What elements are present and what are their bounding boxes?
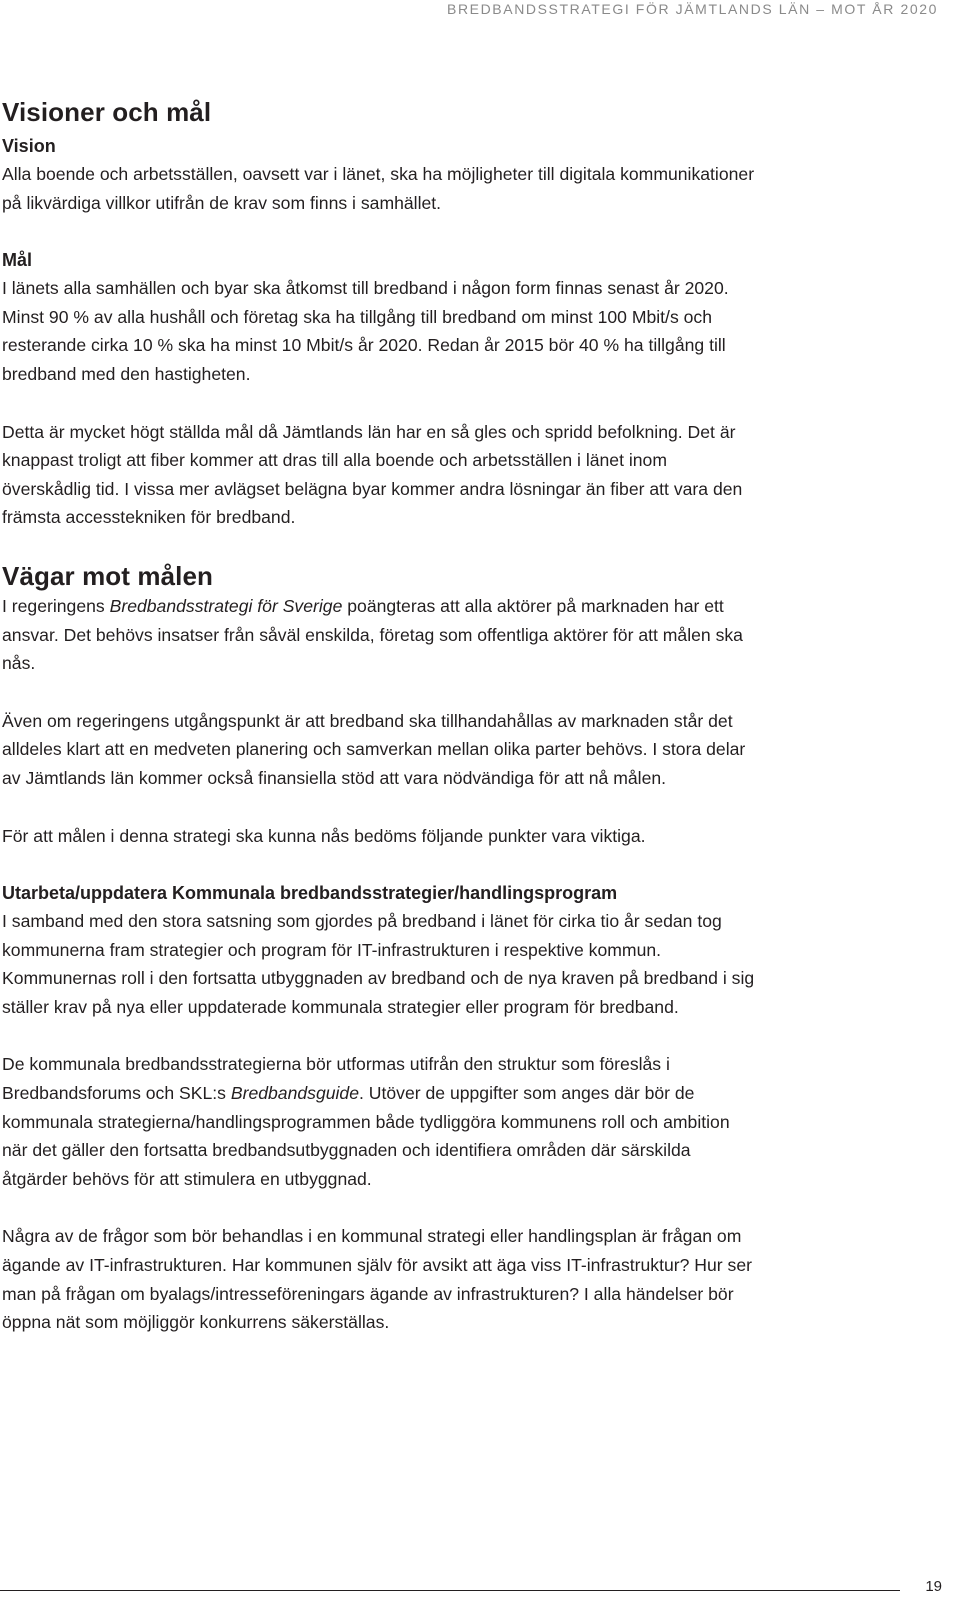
ways-p1-text-after: poängteras att alla aktörer på marknaden har ett ansvar. Det behövs insatser från såväl enskilda, företag som offentliga aktörer för att målen ska nås. <box>2 595 743 674</box>
goal-heading: Mål <box>2 250 33 271</box>
bredbandsguide-title: Bredbandsguide <box>230 1083 359 1104</box>
strategy-document-title: Bredbandsstrategi för Sverige <box>109 595 343 616</box>
goal-paragraph: I länets alla samhällen och byar ska åtkomst till bredband i någon form finnas senast år 2020. Minst 90 % av alla hushåll och företag ska ha tillgång till bredband om minst 100 Mbit/s och resterande cirka 10 % ska ha minst 10 Mbit/s år 2020. Redan år 2015 bör 40 % ha tillgång till bredband med den hastigheten. <box>2 278 729 384</box>
section-title-visions: Visioner och mål <box>2 97 212 127</box>
municipal-paragraph-3: Några av de frågor som bör behandlas i en kommunal strategi eller handlingsplan är frågan om ägande av IT-infrastrukturen. Har kommunen själv för avsikt att äga viss IT-infrastruktur? Hur ser man på frågan om byalags/intresseföreningars ägande av infrastrukturen? I alla händelser bör öppna nät som möjliggör konkurrens säkerställas. <box>2 1226 752 1333</box>
municipal-strategy-heading: Utarbeta/uppdatera Kommunala bredbandsstrategier/handlingsprogram <box>2 883 618 904</box>
vision-paragraph: Alla boende och arbetsställen, oavsett var i länet, ska ha möjligheter till digitala kommunikationer på likvärdiga villkor utifrån de krav som finns i samhället. <box>2 164 755 213</box>
vision-heading: Vision <box>2 136 56 156</box>
ways-paragraph-2: Även om regeringens utgångspunkt är att bredband ska tillhandahållas av marknaden står det alldeles klart att en medveten planering och samverkan mellan olika parter behövs. I stora delar av Jämtlands län kommer också finansiella stöd att vara nödvändiga för att nå målen. <box>2 710 746 788</box>
municipal-p2-text-before: De kommunala bredbandsstrategierna bör utformas utifrån den struktur som föreslås i Bredbandsforums och SKL:s <box>2 1054 670 1104</box>
goal-comment-paragraph: Detta är mycket högt ställda mål då Jämtlands län har en så gles och spridd befolkning. Det är knappast troligt att fiber kommer att dras till alla boende och arbetsställen i länet inom överskådlig tid. I vissa mer avlägset belägna byar kommer andra lösningar än fiber att vara den främsta accesstekniken för bredband. <box>2 421 743 528</box>
ways-paragraph-3: För att målen i denna strategi ska kunna nås bedöms följande punkter vara viktiga. <box>2 825 646 846</box>
page-number: 19 <box>925 1578 942 1595</box>
ways-p1-text-before: I regeringens <box>2 595 110 616</box>
municipal-paragraph-1: I samband med den stora satsning som gjordes på bredband i länet för cirka tio år sedan tog kommunerna fram strategier och program för IT-infrastrukturen i respektive kommun. Kommunernas roll i den fortsatta utbyggnaden av bredband och de nya kraven på bredband i sig ställer krav på nya eller uppdaterade kommunala strategier eller program för bredband. <box>2 911 755 1017</box>
page-content <box>2 96 758 1337</box>
municipal-p2-text-after: . Utöver de uppgifter som anges där bör de kommunala strategierna/handlingsprogrammen både tydliggöra kommunens roll och ambition när det gäller den fortsatta bredbandsutbyggnaden och identifiera områden där särskilda åtgärder behövs för att stimulera en utbyggnad. <box>2 1083 730 1189</box>
running-header: BREDBANDSSTRATEGI FÖR JÄMTLANDS LÄN – MOT ÅR 2020 <box>447 1 938 17</box>
municipal-paragraph-2 <box>2 1050 758 1193</box>
ways-paragraph-1 <box>2 592 758 678</box>
section-title-ways: Vägar mot målen <box>2 560 214 591</box>
footer-rule <box>0 1590 900 1591</box>
